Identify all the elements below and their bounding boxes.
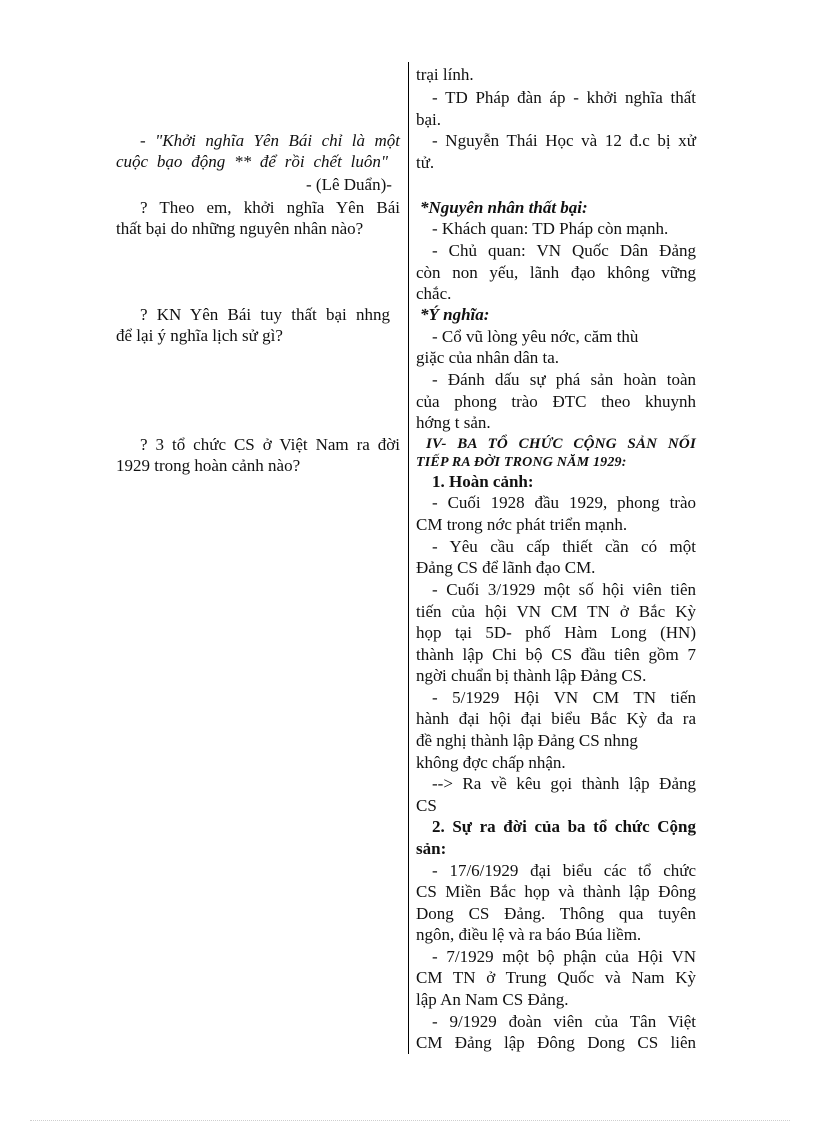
text-line: họp tại 5D- phố Hàm Long (HN) bbox=[416, 623, 696, 642]
section-heading: *Ý nghĩa: bbox=[420, 305, 490, 324]
text-line: - Cổ vũ lòng yêu nớc, căm thù bbox=[432, 327, 639, 346]
text-line: bại. bbox=[416, 110, 442, 129]
text-line: hành đại hội đại biểu Bắc Kỳ đa ra bbox=[416, 709, 696, 728]
text-line: - 5/1929 Hội VN CM TN tiến bbox=[432, 688, 696, 707]
text-line: của phong trào ĐTC theo khuynh bbox=[416, 392, 696, 411]
text-line: - 9/1929 đoàn viên của Tân Việt bbox=[432, 1012, 696, 1031]
text-line: - TD Pháp đàn áp - khởi nghĩa thất bbox=[432, 88, 696, 107]
text-line: giặc của nhân dân ta. bbox=[416, 348, 560, 367]
text-line: không đợc chấp nhận. bbox=[416, 753, 566, 772]
text-line: thành lập Chi bộ CS đầu tiên gồm 7 bbox=[416, 645, 696, 664]
text-line: tử. bbox=[416, 153, 435, 172]
text-line: ngôn, điều lệ và ra báo Búa liềm. bbox=[416, 925, 642, 944]
text-line: CS Miền Bắc họp và thành lập Đông bbox=[416, 882, 696, 901]
subsection-heading: 1. Hoàn cảnh: bbox=[432, 472, 534, 491]
text-line: CS bbox=[416, 796, 437, 815]
text-line: còn non yếu, lãnh đạo không vững bbox=[416, 263, 696, 282]
question-line: để lại ý nghĩa lịch sử gì? bbox=[116, 326, 283, 345]
text-line: ngời chuẩn bị thành lập Đảng CS. bbox=[416, 666, 647, 685]
question-line: ? Theo em, khởi nghĩa Yên Bái bbox=[140, 198, 400, 217]
column-divider bbox=[408, 62, 409, 1054]
question-line: thất bại do những nguyên nhân nào? bbox=[116, 219, 364, 238]
chapter-heading: IV- BA TỔ CHỨC CỘNG SẢN NỐI bbox=[426, 436, 696, 452]
text-line: - Cuối 3/1929 một số hội viên tiên bbox=[432, 580, 696, 599]
text-line: - 7/1929 một bộ phận của Hội VN bbox=[432, 947, 696, 966]
chapter-heading: TIẾP RA ĐỜI TRONG NĂM 1929: bbox=[416, 455, 627, 470]
text-line: CM trong nớc phát triển mạnh. bbox=[416, 515, 628, 534]
text-line: - Yêu cầu cấp thiết cần có một bbox=[432, 537, 696, 556]
question-line: 1929 trong hoàn cảnh nào? bbox=[116, 456, 301, 475]
text-line: trại lính. bbox=[416, 65, 474, 84]
text-line: Dong CS Đảng. Thông qua tuyên bbox=[416, 904, 696, 923]
text-line: - Cuối 1928 đầu 1929, phong trào bbox=[432, 493, 696, 512]
text-line: đề nghị thành lập Đảng CS nhng bbox=[416, 731, 638, 750]
text-line: - Chủ quan: VN Quốc Dân Đảng bbox=[432, 241, 696, 260]
quote-line: cuộc bạo động ** để rồi chết luôn" bbox=[116, 152, 388, 171]
text-line: --> Ra về kêu gọi thành lập Đảng bbox=[432, 774, 696, 793]
quote-author: - (Lê Duẩn)- bbox=[306, 175, 392, 194]
question-line: ? 3 tổ chức CS ở Việt Nam ra đời bbox=[140, 435, 400, 454]
text-line: lập An Nam CS Đảng. bbox=[416, 990, 569, 1009]
text-line: CM Đảng lập Đông Dong CS liên bbox=[416, 1033, 696, 1052]
text-line: - Đánh dấu sự phá sản hoàn toàn bbox=[432, 370, 696, 389]
page-bottom-rule bbox=[30, 1120, 790, 1121]
text-line: CM TN ở Trung Quốc và Nam Kỳ bbox=[416, 968, 696, 987]
quote-line: - "Khởi nghĩa Yên Bái chỉ là một bbox=[140, 131, 400, 150]
subsection-heading: sản: bbox=[416, 839, 447, 858]
text-line: - Nguyễn Thái Học và 12 đ.c bị xử bbox=[432, 131, 696, 150]
text-line: chắc. bbox=[416, 284, 452, 303]
text-line: hớng t sản. bbox=[416, 413, 491, 432]
question-line: ? KN Yên Bái tuy thất bại nhng bbox=[140, 305, 390, 324]
text-line: - Khách quan: TD Pháp còn mạnh. bbox=[432, 219, 669, 238]
text-line: Đảng CS để lãnh đạo CM. bbox=[416, 558, 596, 577]
subsection-heading: 2. Sự ra đời của ba tổ chức Cộng bbox=[432, 817, 696, 836]
section-heading: *Nguyên nhân thất bại: bbox=[420, 198, 588, 217]
text-line: tiến của hội VN CM TN ở Bắc Kỳ bbox=[416, 602, 696, 621]
text-line: - 17/6/1929 đại biểu các tổ chức bbox=[432, 861, 696, 880]
